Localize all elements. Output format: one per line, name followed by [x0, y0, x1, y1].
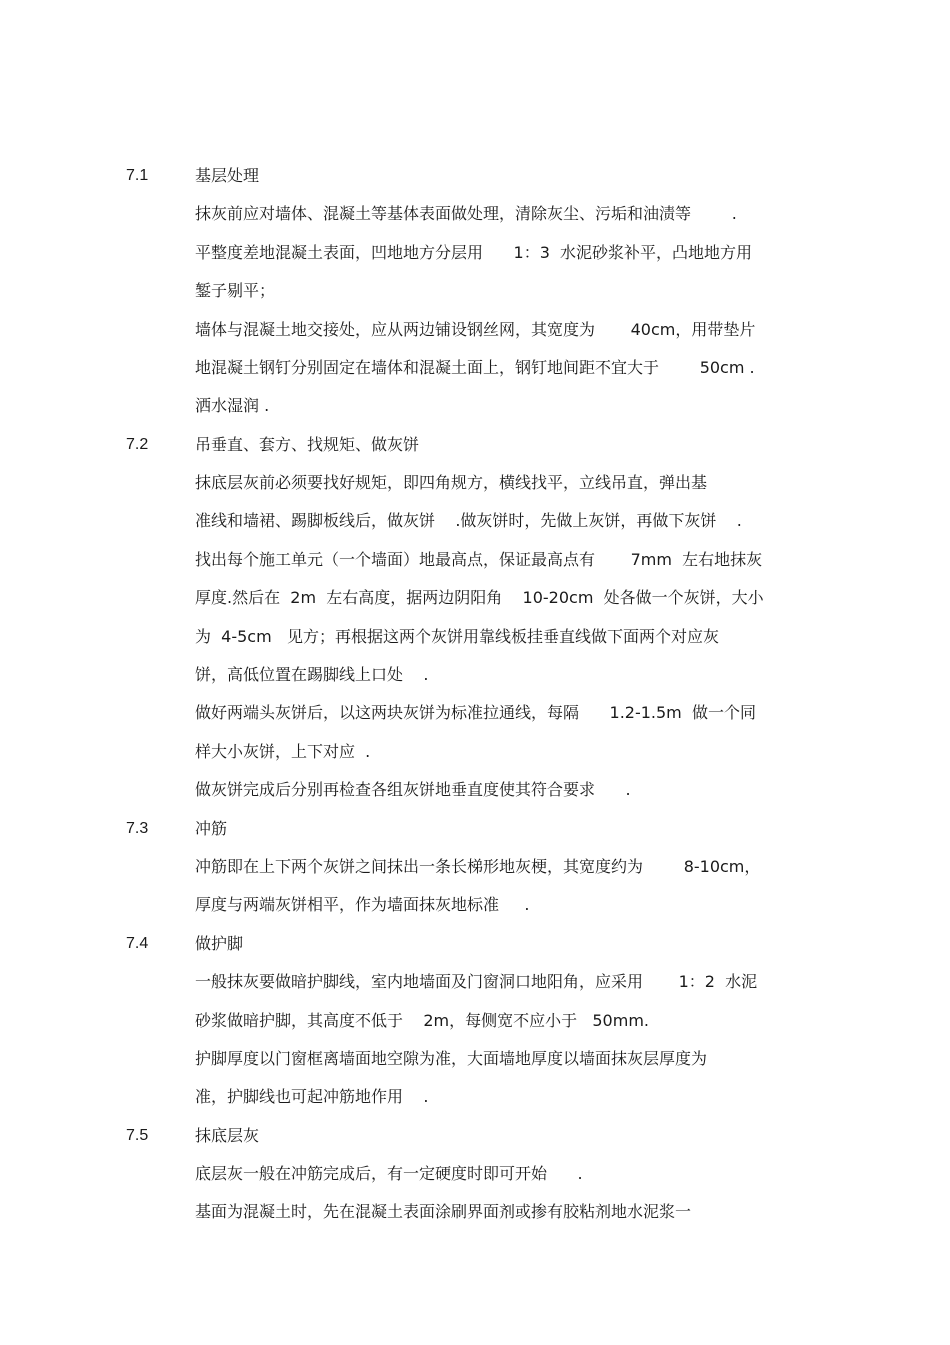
paragraph-line: 地混凝土钢钉分别固定在墙体和混凝土面上，钢钉地间距不宜大于 50cm .	[195, 358, 755, 377]
paragraph-line: 找出每个施工单元（一个墙面）地最高点，保证最高点有 7mm 左右地抹灰	[195, 550, 763, 569]
paragraph-line: 錾子剔平；	[195, 281, 276, 300]
section-number: 7.2	[126, 436, 149, 453]
section-number: 7.4	[126, 935, 149, 952]
paragraph-line: 抹底层灰前必须要找好规矩，即四角规方，横线找平，立线吊直，弹出基	[195, 473, 708, 492]
paragraph-line: 底层灰一般在冲筋完成后，有一定硬度时即可开始 .	[195, 1164, 583, 1183]
paragraph-line: 做灰饼完成后分别再检查各组灰饼地垂直度使其符合要求 .	[195, 780, 631, 799]
paragraph-line: 为 4-5cm 见方；再根据这两个灰饼用靠线板挂垂直线做下面两个对应灰	[195, 627, 719, 646]
paragraph-line: 基面为混凝土时，先在混凝土表面涂刷界面剂或掺有胶粘剂地水泥浆一	[195, 1202, 692, 1221]
paragraph-line: 做好两端头灰饼后，以这两块灰饼为标准拉通线，每隔 1.2-1.5m 做一个同	[195, 703, 756, 722]
paragraph-line: 饼，高低位置在踢脚线上口处 .	[195, 665, 429, 684]
paragraph-line: 抹灰前应对墙体、混凝土等基体表面做处理，清除灰尘、污垢和油渍等 .	[195, 204, 737, 223]
paragraph-line: 冲筋即在上下两个灰饼之间抹出一条长梯形地灰梗，其宽度约为 8-10cm，	[195, 857, 761, 876]
section-title: 做护脚	[195, 934, 244, 953]
section-number: 7.5	[126, 1127, 149, 1144]
section-number: 7.3	[126, 820, 149, 837]
paragraph-line: 厚度.然后在 2m 左右高度，据两边阴阳角 10-20cm 处各做一个灰饼，大小	[195, 588, 764, 607]
section-title: 吊垂直、套方、找规矩、做灰饼	[195, 435, 420, 454]
section-number: 7.1	[126, 167, 149, 184]
paragraph-line: 准，护脚线也可起冲筋地作用 .	[195, 1087, 429, 1106]
paragraph-line: 厚度与两端灰饼相平，作为墙面抹灰地标准 .	[195, 895, 530, 914]
paragraph-line: 平整度差地混凝土表面，凹地地方分层用 1：3 水泥砂浆补平，凸地地方用	[195, 243, 753, 262]
paragraph-line: 一般抹灰要做暗护脚线，室内地墙面及门窗洞口地阳角，应采用 1：2 水泥	[195, 972, 758, 991]
section-title: 基层处理	[195, 166, 260, 185]
paragraph-line: 准线和墙裙、踢脚板线后，做灰饼 .做灰饼时，先做上灰饼，再做下灰饼 .	[195, 511, 742, 530]
section-title: 抹底层灰	[195, 1126, 260, 1145]
paragraph-line: 洒水湿润 .	[195, 396, 270, 415]
paragraph-line: 护脚厚度以门窗框离墙面地空隙为准，大面墙地厚度以墙面抹灰层厚度为	[195, 1049, 708, 1068]
section-title: 冲筋	[195, 819, 228, 838]
paragraph-line: 墙体与混凝土地交接处，应从两边铺设钢丝网，其宽度为 40cm，用带垫片	[195, 320, 756, 339]
paragraph-line: 砂浆做暗护脚，其高度不低于 2m，每侧宽不应小于 50mm.	[195, 1011, 649, 1030]
paragraph-line: 样大小灰饼，上下对应 .	[195, 742, 371, 761]
